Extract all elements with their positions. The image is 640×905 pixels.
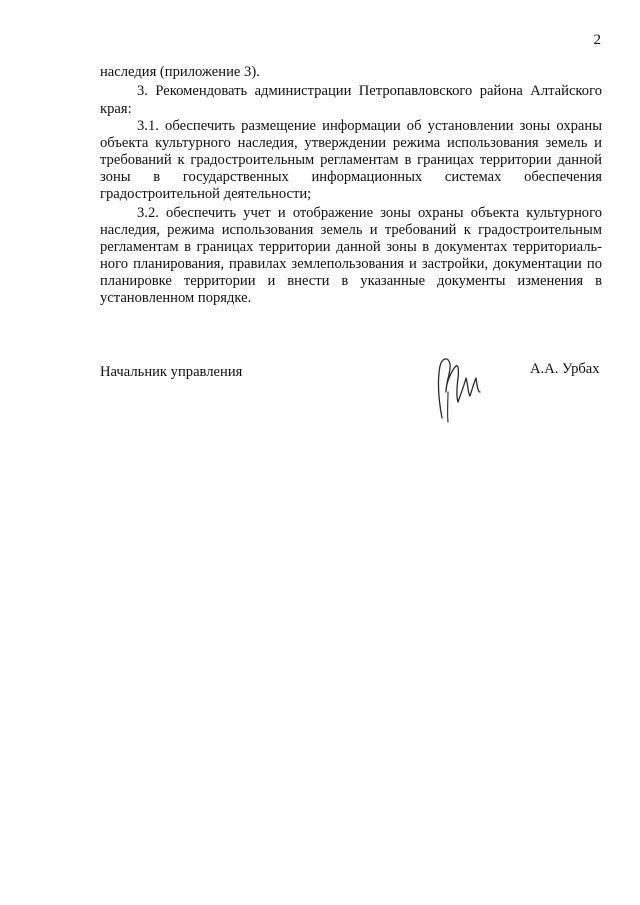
page-number: 2	[593, 32, 601, 48]
body-line-10: наследия, режима использования земель и требований к градостроительным	[100, 222, 602, 238]
body-line-2: 3. Рекомендовать администрации Петропавловского района Алтайского	[137, 83, 602, 99]
body-line-3: края:	[100, 101, 132, 117]
signer-name: А.А. Урбах	[530, 361, 600, 377]
body-line-4: 3.1. обеспечить размещение информации об установлении зоны охраны	[137, 118, 602, 134]
body-line-8: градостроительной деятельности;	[100, 186, 312, 202]
handwritten-signature	[434, 352, 484, 424]
body-line-14: установленном порядке.	[100, 290, 252, 306]
body-line-6: требований к градостроительным регламентам в границах территории данной	[100, 152, 602, 168]
body-line-1: наследия (приложение 3).	[100, 64, 260, 80]
signer-position: Начальник управления	[100, 364, 243, 380]
body-line-11: регламентам в границах территории данной зоны в документах территориаль-	[100, 239, 602, 255]
body-line-7: зоны в государственных информационных системах обеспечения	[100, 169, 602, 185]
body-line-5: объекта культурного наследия, утверждении режима использования земель и	[100, 135, 602, 151]
body-line-13: планировке территории и внести в указанные документы изменения в	[100, 273, 602, 289]
body-line-9: 3.2. обеспечить учет и отображение зоны охраны объекта культурного	[137, 205, 602, 221]
body-line-12: ного планирования, правилах землепользования и застройки, документации по	[100, 256, 602, 272]
